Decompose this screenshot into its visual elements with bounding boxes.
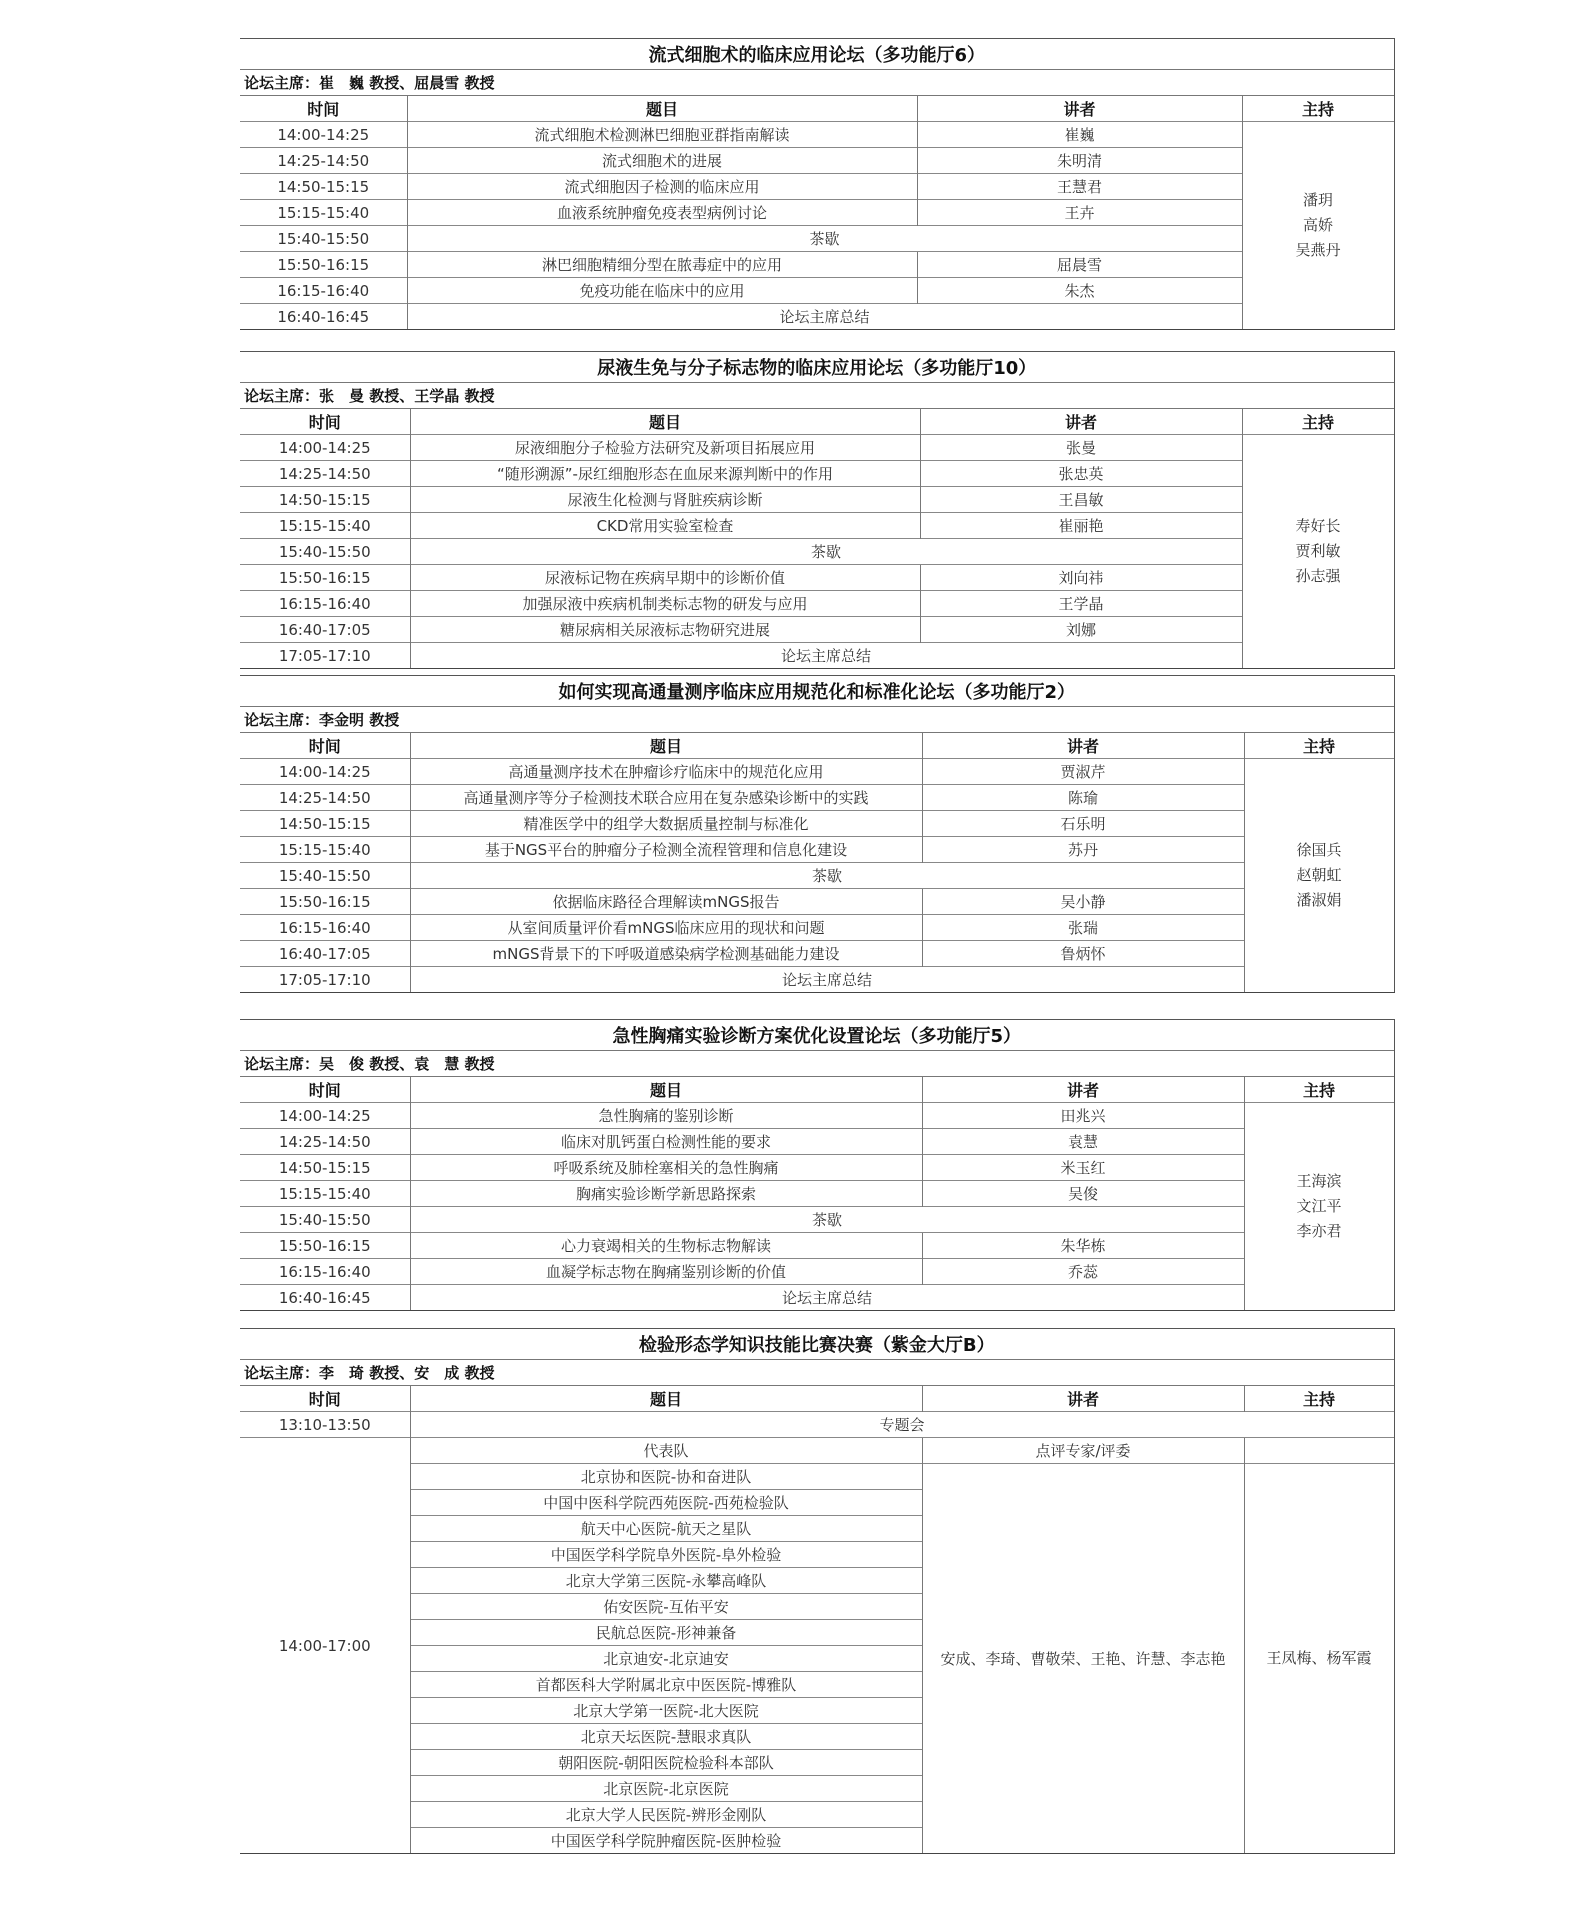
contest-judges: 安成、李琦、曹敬荣、王艳、许慧、李志艳 bbox=[922, 1464, 1244, 1854]
forum-2 bbox=[240, 351, 1394, 669]
contest-title: 检验形态学知识技能比赛决赛（紫金大厅B） bbox=[240, 1329, 1394, 1360]
row-topic: 糖尿病相关尿液标志物研究进展 bbox=[410, 617, 920, 643]
row-speaker: 崔丽艳 bbox=[920, 513, 1242, 539]
row-topic: 流式细胞术检测淋巴细胞亚群指南解读 bbox=[407, 122, 917, 148]
header-host: 主持 bbox=[1242, 96, 1394, 122]
team-item: 首都医科大学附属北京中医医院-博雅队 bbox=[410, 1672, 922, 1698]
forum-table bbox=[240, 351, 1395, 669]
row-topic: 依据临床路径合理解读mNGS报告 bbox=[410, 889, 922, 915]
row-time: 16:40-17:05 bbox=[240, 941, 410, 967]
row-topic: 加强尿液中疾病机制类标志物的研发与应用 bbox=[410, 591, 920, 617]
row-time: 14:00-14:25 bbox=[240, 1103, 410, 1129]
row-topic: 从室间质量评价看mNGS临床应用的现状和问题 bbox=[410, 915, 922, 941]
forum-4 bbox=[240, 1019, 1394, 1311]
row-time: 15:40-15:50 bbox=[240, 863, 410, 889]
row-speaker: 袁慧 bbox=[922, 1129, 1244, 1155]
row-time: 17:05-17:10 bbox=[240, 643, 410, 669]
row-topic: 流式细胞术的进展 bbox=[407, 148, 917, 174]
team-item: 中国中医科学院西苑医院-西苑检验队 bbox=[410, 1490, 922, 1516]
row-time: 16:40-16:45 bbox=[240, 304, 407, 330]
hosts-header-blank bbox=[1244, 1438, 1394, 1464]
row-break: 茶歇 bbox=[410, 539, 1242, 565]
forum-chair: 论坛主席：吴 俊 教授、袁 慧 教授 bbox=[240, 1051, 1394, 1077]
forum-title: 急性胸痛实验诊断方案优化设置论坛（多功能厅5） bbox=[240, 1020, 1394, 1051]
forum-table bbox=[240, 38, 1395, 330]
row-break: 茶歇 bbox=[407, 226, 1242, 252]
row-break: 茶歇 bbox=[410, 1207, 1244, 1233]
row-speaker: 陈瑜 bbox=[922, 785, 1244, 811]
header-time: 时间 bbox=[240, 1386, 410, 1412]
forum-table bbox=[240, 675, 1395, 993]
row-time: 15:50-16:15 bbox=[240, 565, 410, 591]
header-speaker: 讲者 bbox=[917, 96, 1242, 122]
forum-title: 尿液生免与分子标志物的临床应用论坛（多功能厅10） bbox=[240, 352, 1394, 383]
row-time: 15:15-15:40 bbox=[240, 200, 407, 226]
row-topic: 基于NGS平台的肿瘤分子检测全流程管理和信息化建设 bbox=[410, 837, 922, 863]
row-topic: CKD常用实验室检查 bbox=[410, 513, 920, 539]
header-topic: 题目 bbox=[410, 1386, 922, 1412]
forum-3 bbox=[240, 675, 1394, 993]
row-topic: 血凝学标志物在胸痛鉴别诊断的价值 bbox=[410, 1259, 922, 1285]
row-speaker: 张忠英 bbox=[920, 461, 1242, 487]
row-summary: 论坛主席总结 bbox=[410, 967, 1244, 993]
row-time: 16:40-16:45 bbox=[240, 1285, 410, 1311]
row-speaker: 王慧君 bbox=[917, 174, 1242, 200]
row-time: 15:50-16:15 bbox=[240, 1233, 410, 1259]
row-time: 15:40-15:50 bbox=[240, 1207, 410, 1233]
forum-chair: 论坛主席：崔 巍 教授、屈晨雪 教授 bbox=[240, 70, 1394, 96]
team-item: 北京协和医院-协和奋进队 bbox=[410, 1464, 922, 1490]
header-topic: 题目 bbox=[407, 96, 917, 122]
row-summary: 论坛主席总结 bbox=[410, 643, 1242, 669]
header-topic: 题目 bbox=[410, 409, 920, 435]
row-time: 14:25-14:50 bbox=[240, 1129, 410, 1155]
hosts-text: 潘玥 高娇 吴燕丹 bbox=[1295, 191, 1341, 259]
session-time: 13:10-13:50 bbox=[240, 1412, 410, 1438]
row-time: 14:25-14:50 bbox=[240, 148, 407, 174]
row-topic: 血液系统肿瘤免疫表型病例讨论 bbox=[407, 200, 917, 226]
row-speaker: 苏丹 bbox=[922, 837, 1244, 863]
row-time: 14:25-14:50 bbox=[240, 785, 410, 811]
row-speaker: 石乐明 bbox=[922, 811, 1244, 837]
row-topic: “随形溯源”-尿红细胞形态在血尿来源判断中的作用 bbox=[410, 461, 920, 487]
judges-header: 点评专家/评委 bbox=[922, 1438, 1244, 1464]
row-topic: 胸痛实验诊断学新思路探索 bbox=[410, 1181, 922, 1207]
row-speaker: 刘娜 bbox=[920, 617, 1242, 643]
row-time: 14:50-15:15 bbox=[240, 174, 407, 200]
row-time: 16:15-16:40 bbox=[240, 915, 410, 941]
row-topic: 淋巴细胞精细分型在脓毒症中的应用 bbox=[407, 252, 917, 278]
forum-chair: 论坛主席：张 曼 教授、王学晶 教授 bbox=[240, 383, 1394, 409]
row-topic: 尿液细胞分子检验方法研究及新项目拓展应用 bbox=[410, 435, 920, 461]
row-speaker: 张曼 bbox=[920, 435, 1242, 461]
row-summary: 论坛主席总结 bbox=[410, 1285, 1244, 1311]
row-time: 16:15-16:40 bbox=[240, 1259, 410, 1285]
row-topic: 免疫功能在临床中的应用 bbox=[407, 278, 917, 304]
forum-hosts bbox=[1242, 122, 1394, 330]
header-time: 时间 bbox=[240, 733, 410, 759]
row-topic: 尿液生化检测与肾脏疾病诊断 bbox=[410, 487, 920, 513]
team-item: 北京医院-北京医院 bbox=[410, 1776, 922, 1802]
row-time: 15:50-16:15 bbox=[240, 889, 410, 915]
row-time: 15:15-15:40 bbox=[240, 1181, 410, 1207]
header-speaker: 讲者 bbox=[920, 409, 1242, 435]
row-topic: mNGS背景下的下呼吸道感染病学检测基础能力建设 bbox=[410, 941, 922, 967]
team-item: 中国医学科学院阜外医院-阜外检验 bbox=[410, 1542, 922, 1568]
row-speaker: 吴俊 bbox=[922, 1181, 1244, 1207]
row-time: 16:40-17:05 bbox=[240, 617, 410, 643]
row-speaker: 朱华栋 bbox=[922, 1233, 1244, 1259]
contest-table bbox=[240, 1328, 1395, 1854]
forum-hosts bbox=[1244, 759, 1394, 993]
teams-header: 代表队 bbox=[410, 1438, 922, 1464]
main-time: 14:00-17:00 bbox=[240, 1438, 410, 1854]
header-time: 时间 bbox=[240, 96, 407, 122]
header-speaker: 讲者 bbox=[922, 1386, 1244, 1412]
hosts-text: 寿好长 贾利敏 孙志强 bbox=[1295, 517, 1341, 585]
header-time: 时间 bbox=[240, 1077, 410, 1103]
team-item: 航天中心医院-航天之星队 bbox=[410, 1516, 922, 1542]
header-host: 主持 bbox=[1242, 409, 1394, 435]
contest-chair: 论坛主席：李 琦 教授、安 成 教授 bbox=[240, 1360, 1394, 1386]
row-topic: 呼吸系统及肺栓塞相关的急性胸痛 bbox=[410, 1155, 922, 1181]
header-host: 主持 bbox=[1244, 1077, 1394, 1103]
row-topic: 尿液标记物在疾病早期中的诊断价值 bbox=[410, 565, 920, 591]
row-speaker: 王卉 bbox=[917, 200, 1242, 226]
row-time: 14:00-14:25 bbox=[240, 759, 410, 785]
row-topic: 精准医学中的组学大数据质量控制与标准化 bbox=[410, 811, 922, 837]
row-speaker: 田兆兴 bbox=[922, 1103, 1244, 1129]
row-time: 15:40-15:50 bbox=[240, 226, 407, 252]
team-item: 中国医学科学院肿瘤医院-医肿检验 bbox=[410, 1828, 922, 1854]
row-time: 16:15-16:40 bbox=[240, 591, 410, 617]
row-summary: 论坛主席总结 bbox=[407, 304, 1242, 330]
contest-hosts: 王凤梅、杨军霞 bbox=[1244, 1464, 1394, 1854]
row-time: 14:00-14:25 bbox=[240, 435, 410, 461]
row-speaker: 朱杰 bbox=[917, 278, 1242, 304]
row-speaker: 朱明清 bbox=[917, 148, 1242, 174]
header-topic: 题目 bbox=[410, 1077, 922, 1103]
row-time: 16:15-16:40 bbox=[240, 278, 407, 304]
row-topic: 临床对肌钙蛋白检测性能的要求 bbox=[410, 1129, 922, 1155]
forum-title: 如何实现高通量测序临床应用规范化和标准化论坛（多功能厅2） bbox=[240, 676, 1394, 707]
row-time: 17:05-17:10 bbox=[240, 967, 410, 993]
team-item: 佑安医院-互佑平安 bbox=[410, 1594, 922, 1620]
team-item: 北京迪安-北京迪安 bbox=[410, 1646, 922, 1672]
forum-hosts bbox=[1244, 1103, 1394, 1311]
header-speaker: 讲者 bbox=[922, 1077, 1244, 1103]
hosts-text: 王海滨 文江平 李亦君 bbox=[1296, 1172, 1342, 1240]
contest bbox=[240, 1328, 1394, 1854]
team-item: 朝阳医院-朝阳医院检验科本部队 bbox=[410, 1750, 922, 1776]
row-speaker: 吴小静 bbox=[922, 889, 1244, 915]
team-item: 北京大学人民医院-辨形金刚队 bbox=[410, 1802, 922, 1828]
forum-1 bbox=[240, 38, 1394, 330]
row-topic: 高通量测序等分子检测技术联合应用在复杂感染诊断中的实践 bbox=[410, 785, 922, 811]
row-topic: 高通量测序技术在肿瘤诊疗临床中的规范化应用 bbox=[410, 759, 922, 785]
row-time: 15:40-15:50 bbox=[240, 539, 410, 565]
row-time: 15:15-15:40 bbox=[240, 837, 410, 863]
header-speaker: 讲者 bbox=[922, 733, 1244, 759]
row-speaker: 崔巍 bbox=[917, 122, 1242, 148]
row-topic: 心力衰竭相关的生物标志物解读 bbox=[410, 1233, 922, 1259]
session-label: 专题会 bbox=[410, 1412, 1394, 1438]
row-time: 15:15-15:40 bbox=[240, 513, 410, 539]
hosts-text: 徐国兵 赵朝虹 潘淑娟 bbox=[1296, 841, 1342, 909]
header-topic: 题目 bbox=[410, 733, 922, 759]
row-speaker: 刘向祎 bbox=[920, 565, 1242, 591]
header-host: 主持 bbox=[1244, 733, 1394, 759]
row-speaker: 王昌敏 bbox=[920, 487, 1242, 513]
row-topic: 流式细胞因子检测的临床应用 bbox=[407, 174, 917, 200]
header-host: 主持 bbox=[1244, 1386, 1394, 1412]
row-time: 15:50-16:15 bbox=[240, 252, 407, 278]
forum-table bbox=[240, 1019, 1395, 1311]
forum-title: 流式细胞术的临床应用论坛（多功能厅6） bbox=[240, 39, 1394, 70]
row-speaker: 贾淑芹 bbox=[922, 759, 1244, 785]
row-speaker: 王学晶 bbox=[920, 591, 1242, 617]
row-time: 14:50-15:15 bbox=[240, 811, 410, 837]
forum-hosts bbox=[1242, 435, 1394, 669]
row-time: 14:50-15:15 bbox=[240, 1155, 410, 1181]
row-time: 14:25-14:50 bbox=[240, 461, 410, 487]
row-topic: 急性胸痛的鉴别诊断 bbox=[410, 1103, 922, 1129]
row-speaker: 乔蕊 bbox=[922, 1259, 1244, 1285]
row-speaker: 米玉红 bbox=[922, 1155, 1244, 1181]
row-break: 茶歇 bbox=[410, 863, 1244, 889]
header-time: 时间 bbox=[240, 409, 410, 435]
forum-chair: 论坛主席：李金明 教授 bbox=[240, 707, 1394, 733]
row-speaker: 张瑞 bbox=[922, 915, 1244, 941]
row-speaker: 鲁炳怀 bbox=[922, 941, 1244, 967]
team-item: 北京大学第一医院-北大医院 bbox=[410, 1698, 922, 1724]
team-item: 北京大学第三医院-永攀高峰队 bbox=[410, 1568, 922, 1594]
row-time: 14:00-14:25 bbox=[240, 122, 407, 148]
row-time: 14:50-15:15 bbox=[240, 487, 410, 513]
row-speaker: 屈晨雪 bbox=[917, 252, 1242, 278]
team-item: 北京天坛医院-慧眼求真队 bbox=[410, 1724, 922, 1750]
team-item: 民航总医院-形神兼备 bbox=[410, 1620, 922, 1646]
